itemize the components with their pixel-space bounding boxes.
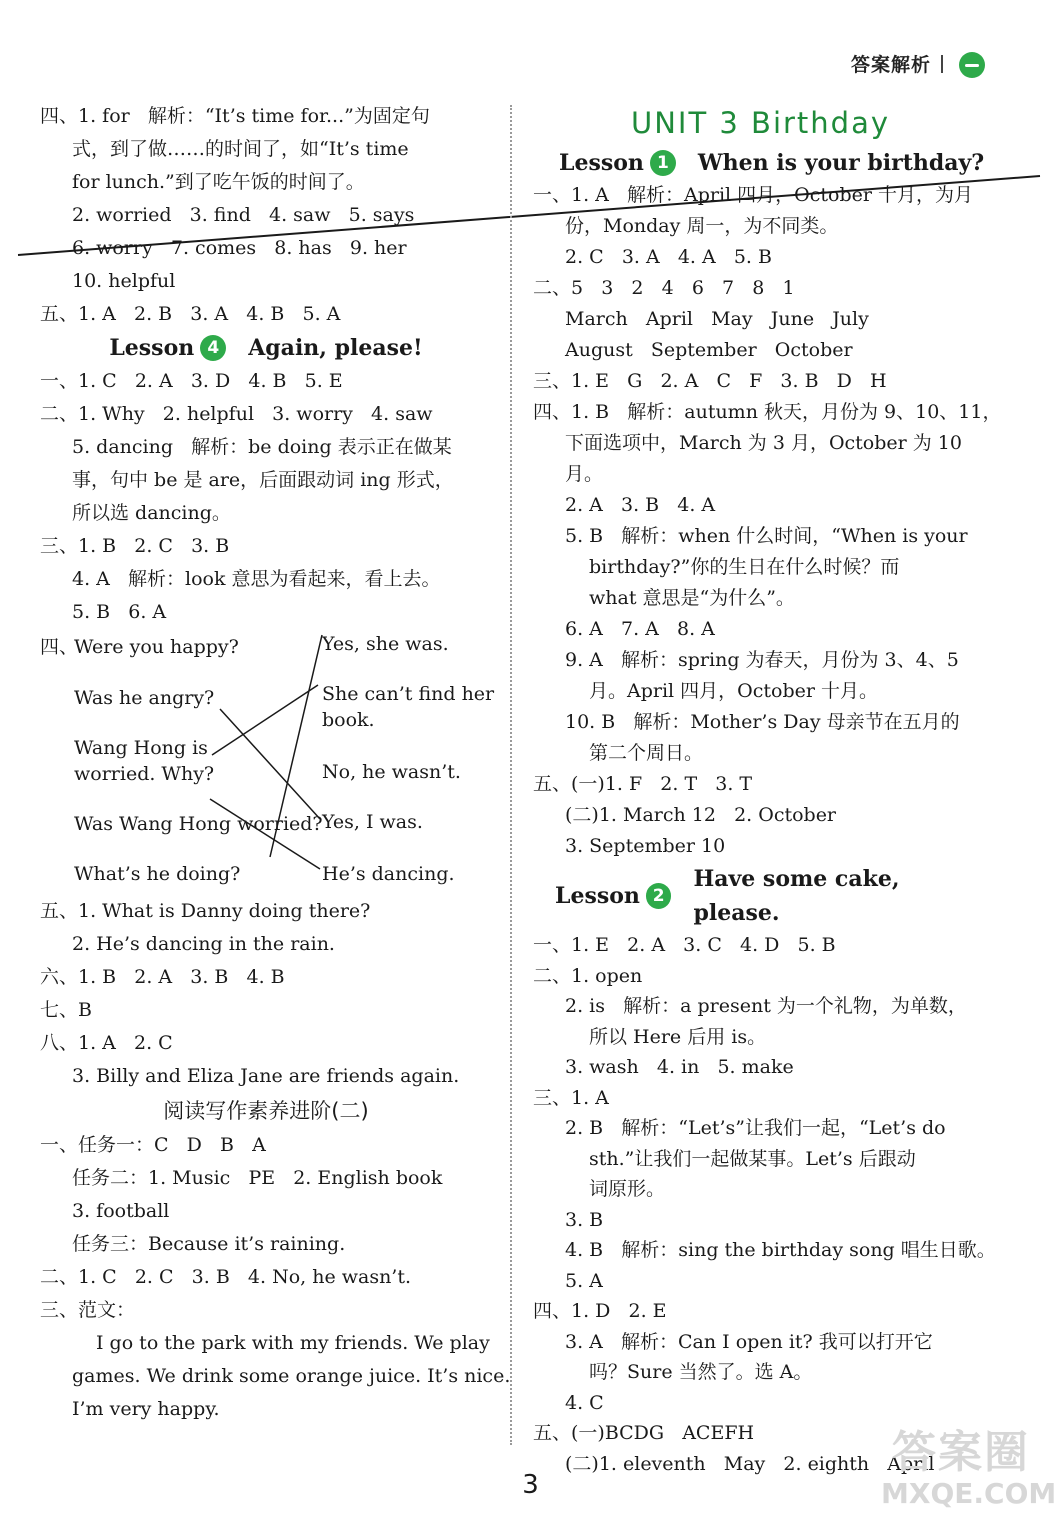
answer-line: 3. B bbox=[565, 1208, 604, 1231]
right-column bbox=[533, 100, 1002, 1479]
match-question: Were you happy? bbox=[74, 636, 239, 658]
lesson-4-heading bbox=[40, 331, 492, 365]
match-question: Wang Hong is worried. Why? bbox=[74, 737, 215, 785]
answer-line: for lunch.”到了吃午饭的时间了。 bbox=[72, 171, 365, 193]
answer-line: 四、1. D 2. E bbox=[533, 1300, 667, 1322]
lesson-2-heading bbox=[533, 862, 988, 930]
answers-block-4 bbox=[40, 1129, 511, 1426]
answer-line: 所以选 dancing。 bbox=[72, 502, 231, 524]
answers-block-2 bbox=[533, 930, 996, 1479]
answer-line: 任务三：Because it’s raining. bbox=[72, 1233, 346, 1255]
answer-line: 3. football bbox=[72, 1200, 170, 1222]
lesson-title: When is your birthday? bbox=[697, 150, 985, 176]
answer-line: 4. A 解析：look 意思为看起来，看上去。 bbox=[72, 568, 441, 590]
answer-line: 4. B 解析：sing the birthday song 唱生日歌。 bbox=[565, 1239, 996, 1261]
answer-line: 七、B bbox=[40, 999, 92, 1021]
answer-line: 五、(一)1. F 2. T 3. T bbox=[533, 773, 753, 795]
answer-line: 2. is 解析：a present 为一个礼物，为单数， bbox=[565, 995, 967, 1017]
answer-line: 月。 bbox=[565, 463, 604, 485]
answer-line: 月。April 四月，October 十月。 bbox=[589, 680, 878, 702]
watermark-logo bbox=[881, 1427, 1057, 1518]
answer-line: 一、1. C 2. A 3. D 4. B 5. E bbox=[40, 370, 343, 392]
watermark-text: 答案圈 bbox=[892, 1427, 1030, 1478]
answer-line: 三、范文： bbox=[40, 1299, 136, 1321]
match-answer: Yes, I was. bbox=[322, 811, 423, 833]
answer-line: 3. wash 4. in 5. make bbox=[565, 1056, 794, 1078]
answer-line: 三、1. A bbox=[533, 1086, 609, 1109]
answer-line: what 意思是“为什么”。 bbox=[589, 587, 795, 609]
lesson-title: Have some cake, please. bbox=[693, 866, 900, 926]
answer-line: March April May June July bbox=[565, 308, 869, 330]
answer-line: 五、(一)BCDG ACEFH bbox=[533, 1422, 755, 1444]
match-answer: No, he wasn’t. bbox=[322, 761, 461, 783]
answer-line: birthday?”你的生日在什么时候？而 bbox=[589, 556, 900, 578]
answer-line: 9. A 解析：spring 为春天，月份为 3、4、5 bbox=[565, 649, 959, 671]
answer-line: 一、1. A 解析：April 四月，October 十月，为月 bbox=[533, 184, 973, 206]
match-answer: She can’t find her book. bbox=[322, 683, 495, 731]
answer-line: 四、1. for 解析：“It’s time for...”为固定句 bbox=[40, 105, 430, 127]
answer-line: 一、1. E 2. A 3. C 4. D 5. B bbox=[533, 934, 836, 956]
unit-title: UNIT 3 Birthday bbox=[630, 106, 891, 140]
lesson-1-heading bbox=[533, 146, 988, 180]
header-title: 答案解析 bbox=[850, 54, 931, 76]
answer-line: 吗？Sure 当然了。选 A。 bbox=[589, 1361, 813, 1383]
match-question: What’s he doing? bbox=[74, 863, 241, 885]
essay-line: I’m very happy. bbox=[72, 1398, 220, 1420]
answer-line: 3. Billy and Eliza Jane are friends again. bbox=[72, 1065, 460, 1087]
lesson-title: Again, please! bbox=[248, 335, 423, 361]
answers-block-1 bbox=[40, 100, 492, 331]
answer-line: 一、任务一：C D B A bbox=[40, 1134, 266, 1156]
answer-line: August September October bbox=[565, 339, 853, 361]
answer-line: 式，到了做……的时间了，如“It’s time bbox=[72, 138, 409, 160]
answer-line: 10. helpful bbox=[72, 270, 176, 292]
column-divider bbox=[510, 105, 512, 1445]
match-answer: He’s dancing. bbox=[322, 863, 455, 885]
answer-line: 2. He’s dancing in the rain. bbox=[72, 933, 335, 955]
match-question: Was he angry? bbox=[74, 687, 215, 709]
answer-line: 二、5 3 2 4 6 7 8 1 bbox=[533, 277, 795, 299]
lesson-label: Lesson bbox=[559, 150, 644, 176]
answer-line: 4. C bbox=[565, 1391, 604, 1414]
match-answer: Yes, she was. bbox=[322, 633, 449, 655]
answer-line: 份，Monday 周一，为不同类。 bbox=[565, 215, 839, 237]
answers-block-2 bbox=[40, 365, 492, 629]
matching-label: 四、 bbox=[40, 636, 79, 658]
match-question: Was Wang Hong worried? bbox=[74, 813, 323, 835]
page-number: 3 bbox=[522, 1470, 539, 1500]
answers-block-1 bbox=[533, 180, 1002, 862]
essay-line: I go to the park with my friends. We play bbox=[96, 1332, 490, 1354]
matching-exercise bbox=[40, 629, 495, 889]
lesson-label: Lesson bbox=[555, 883, 640, 909]
answer-line: 5. B 解析：when 什么时间，“When is your bbox=[565, 525, 968, 547]
watermark-url: MXQE.COM bbox=[881, 1477, 1057, 1510]
answer-line: 2. A 3. B 4. A bbox=[565, 494, 716, 516]
answer-line: sth.”让我们一起做某事。Let’s 后跟动 bbox=[589, 1147, 916, 1170]
lesson-label: Lesson bbox=[109, 335, 195, 361]
answer-line: 事，句中 be 是 are，后面跟动词 ing 形式， bbox=[72, 469, 454, 491]
answer-line: 3. A 解析：Can I open it? 我可以打开它 bbox=[565, 1330, 933, 1353]
answer-line: 2. C 3. A 4. A 5. B bbox=[565, 246, 772, 268]
answer-line: 任务二：1. Music PE 2. English book bbox=[72, 1167, 443, 1189]
answer-line: 3. September 10 bbox=[565, 835, 726, 857]
answer-line: 二、1. Why 2. helpful 3. worry 4. saw bbox=[40, 403, 433, 425]
answer-line: 二、1. C 2. C 3. B 4. No, he wasn’t. bbox=[40, 1266, 412, 1288]
lesson-number-badge: 1 bbox=[650, 150, 676, 176]
answer-line: (二)1. eleventh May 2. eighth April bbox=[565, 1452, 935, 1475]
answer-line: 三、1. B 2. C 3. B bbox=[40, 535, 230, 557]
answer-line: 所以 Here 后用 is。 bbox=[589, 1025, 767, 1048]
answer-line: 八、1. A 2. C bbox=[40, 1032, 173, 1054]
answer-line: 2. worried 3. find 4. saw 5. says bbox=[72, 204, 415, 226]
answer-line: 五、1. A 2. B 3. A 4. B 5. A bbox=[40, 303, 341, 325]
answer-line: 5. A bbox=[565, 1269, 603, 1292]
answer-line: 下面选项中，March 为 3 月，October 为 10 bbox=[565, 432, 962, 454]
answer-line: 10. B 解析：Mother’s Day 母亲节在五月的 bbox=[565, 711, 960, 733]
left-column bbox=[40, 100, 511, 1426]
answer-line: 词原形。 bbox=[589, 1178, 666, 1200]
essay-line: games. We drink some orange juice. It’s nice. bbox=[72, 1365, 511, 1387]
answer-line: 6. worry 7. comes 8. has 9. her bbox=[72, 237, 407, 259]
lesson-number-badge: 2 bbox=[646, 883, 672, 909]
answer-line: 二、1. open bbox=[533, 964, 643, 987]
answer-line: 5. B 6. A bbox=[72, 601, 167, 623]
answer-line: 2. B 解析：“Let’s”让我们一起，“Let’s do bbox=[565, 1117, 946, 1139]
answer-line: 四、1. B 解析：autumn 秋天，月份为 9、10、11， bbox=[533, 401, 1002, 423]
lesson-number-badge: 4 bbox=[200, 335, 226, 361]
answer-line: 第二个周日。 bbox=[589, 742, 704, 764]
answer-line: 五、1. What is Danny doing there? bbox=[40, 900, 371, 922]
answer-line: 6. A 7. A 8. A bbox=[565, 618, 715, 640]
answer-line: 三、1. E G 2. A C F 3. B D H bbox=[533, 370, 887, 392]
answer-line: (二)1. March 12 2. October bbox=[565, 804, 837, 826]
answer-line: 5. dancing 解析：be doing 表示正在做某 bbox=[72, 436, 452, 458]
answers-block-3 bbox=[40, 895, 492, 1093]
answer-line: 六、1. B 2. A 3. B 4. B bbox=[40, 966, 285, 988]
reading-section-title: 阅读写作素养进阶(二) bbox=[163, 1099, 369, 1123]
